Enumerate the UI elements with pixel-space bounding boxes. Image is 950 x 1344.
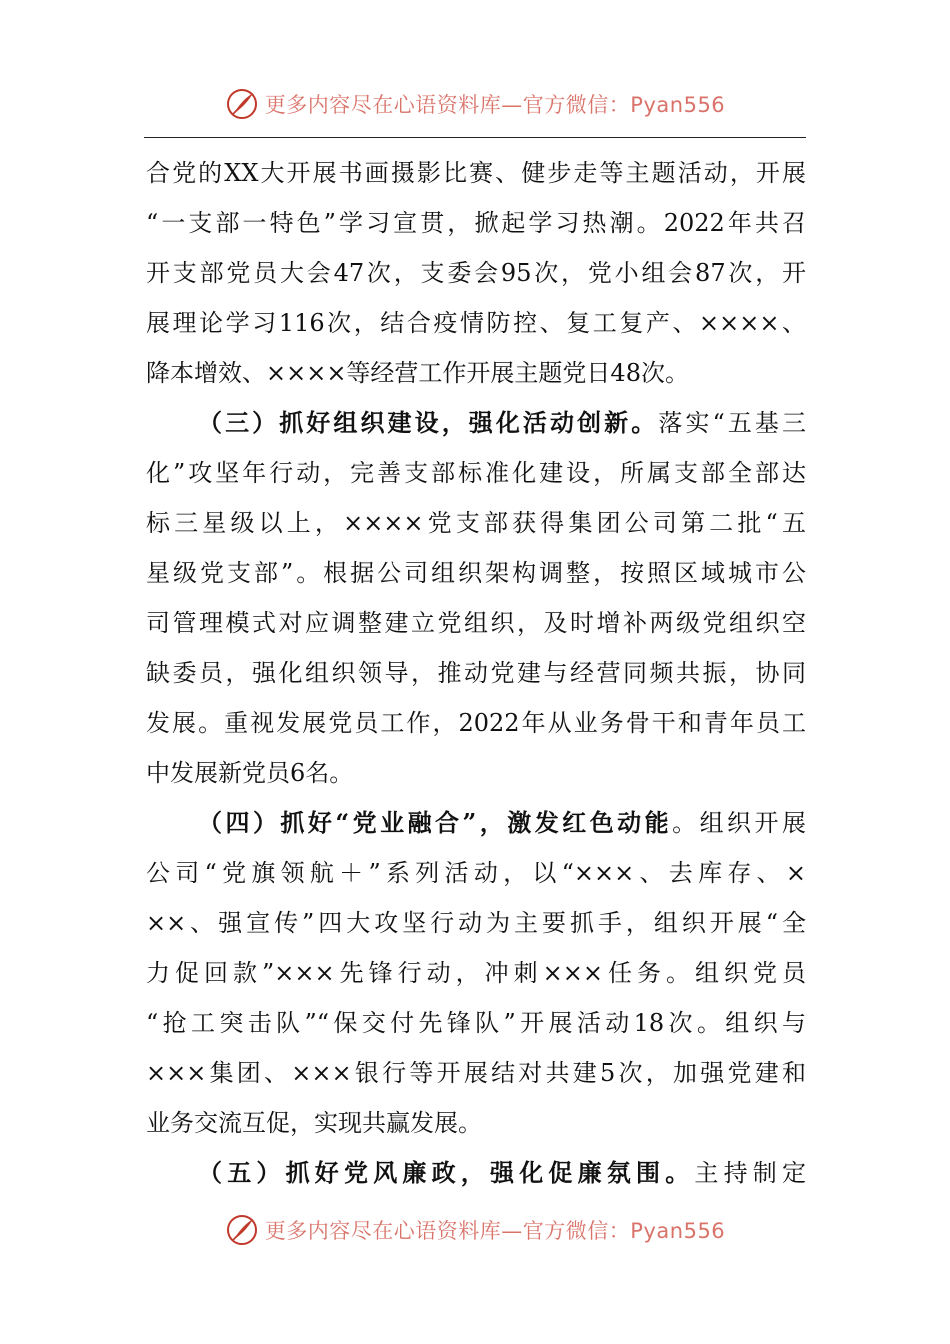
paragraph-first-line (146, 1148, 806, 1198)
text-line: 星级党支部”。根据公司组织架构调整，按照区域城市公 (146, 559, 806, 587)
text-line: 中发展新党员6名。 (146, 759, 354, 787)
text-line: ×××集团、×××银行等开展结对共建5次，加强党建和 (146, 1059, 806, 1087)
section-heading: （五）抓好党风廉政，强化促廉氛围。 (198, 1158, 695, 1187)
text-span: 主持制定 (694, 1159, 806, 1187)
feather-pen-logo-icon (225, 87, 259, 121)
text-line: 司管理模式对应调整建立党组织，及时增补两级党组织空 (146, 609, 806, 637)
text-line: 业务交流互促，实现共赢发展。 (146, 1109, 482, 1137)
text-line: “抢工突击队”“保交付先锋队”开展活动18次。组织与 (146, 1009, 806, 1037)
feather-pen-logo-icon (225, 1213, 259, 1247)
text-line: 公司“党旗领航＋”系列活动，以“×××、去库存、× (146, 859, 806, 887)
watermark-text: 更多内容尽在心语资料库—官方微信：Pyan556 (264, 93, 726, 117)
text-line: 发展。重视发展党员工作，2022年从业务骨干和青年员工 (146, 709, 806, 737)
text-line: 化”攻坚年行动，完善支部标准化建设，所属支部全部达 (146, 459, 806, 487)
text-span: 。组织开展 (672, 809, 806, 837)
text-span: 落实“五基三 (658, 409, 806, 437)
header-divider (144, 137, 806, 138)
paragraph-first-line (146, 798, 806, 848)
watermark-text: 更多内容尽在心语资料库—官方微信：Pyan556 (264, 1219, 726, 1243)
text-line: 展理论学习116次，结合疫情防控、复工复产、××××、 (146, 309, 806, 337)
text-line: 缺委员，强化组织领导，推动党建与经营同频共振，协同 (146, 659, 806, 687)
text-line: 开支部党员大会47次，支委会95次，党小组会87次，开 (146, 259, 806, 287)
text-line: “一支部一特色”学习宣贯，掀起学习热潮。2022年共召 (146, 209, 806, 237)
footer-watermark (0, 1210, 950, 1250)
section-heading: （三）抓好组织建设，强化活动创新。 (198, 408, 659, 437)
section-heading: （四）抓好“党业融合”，激发红色动能 (198, 808, 673, 837)
text-line: 降本增效、××××等经营工作开展主题党日48次。 (146, 359, 689, 387)
document-body (146, 148, 806, 1198)
text-line: 合党的XX大开展书画摄影比赛、健步走等主题活动，开展 (146, 159, 806, 187)
text-line: 标三星级以上，××××党支部获得集团公司第二批“五 (146, 509, 806, 537)
paragraph-first-line (146, 398, 806, 448)
text-line: 力促回款”×××先锋行动，冲刺×××任务。组织党员 (146, 959, 806, 987)
header-watermark (0, 84, 950, 124)
text-line: ××、强宣传”四大攻坚行动为主要抓手，组织开展“全 (146, 909, 806, 937)
